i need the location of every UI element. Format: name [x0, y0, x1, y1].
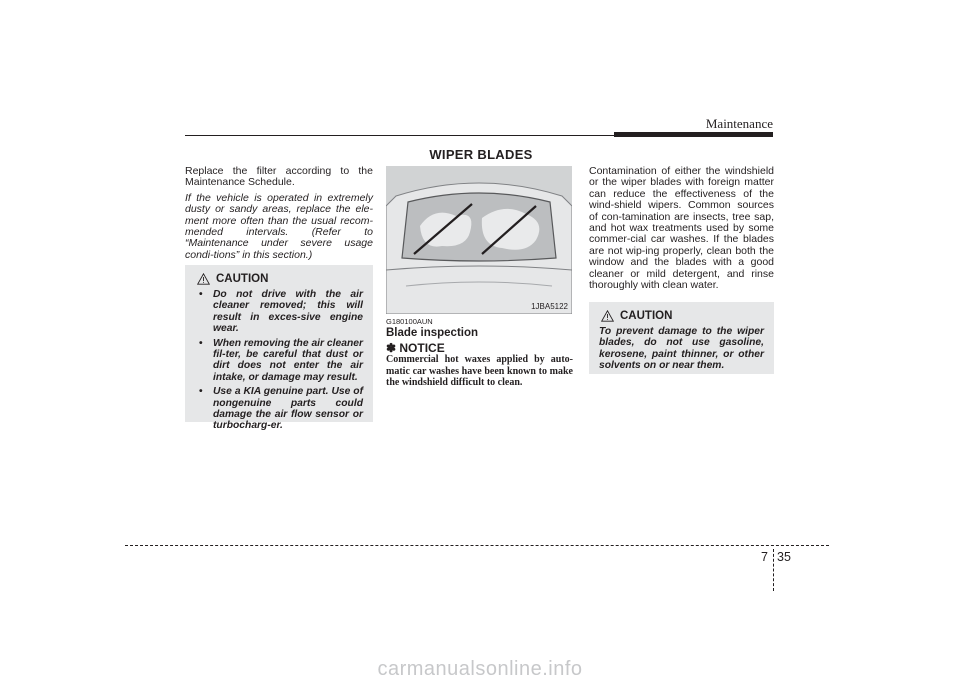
caution-heading [601, 310, 764, 322]
caution-item: • Use a KIA genuine part. Use of nongenuine parts could damage the air flow sensor or turbocharg-er. [195, 386, 363, 432]
notice-title: ✽ NOTICE [386, 341, 445, 355]
chapter-number: 7 [761, 550, 768, 564]
subsection-title: Blade inspection [386, 327, 479, 339]
section-code: G180100AUN [386, 317, 433, 326]
running-header: Maintenance [705, 116, 773, 131]
left-paragraph-1: Replace the filter according to the Maintenance Schedule. [185, 165, 373, 189]
caution-title: CAUTION [620, 310, 673, 322]
section-title: WIPER BLADES [429, 147, 533, 162]
footer-rule [125, 545, 829, 546]
watermark: carmanualsonline.info [377, 658, 583, 680]
header-bar [614, 132, 773, 137]
caution-text: To prevent damage to the wiper blades, do not use gasoline, kerosene, paint thinner, or other solvents on or near them. [599, 326, 764, 372]
right-paragraph: Contamination of either the windshield or the wiper blades with foreign matter can reduce the effectiveness of the wind-shield wipers. Common sources of con-tamination are insects, tree sap, and hot wax treatments used by some commer-cial car washes. If the blades are not wip-ing properly, clean both the window and the blades with a good cleaner or mild detergent, and rinse thoroughly with clean water. [589, 165, 774, 292]
page-number: 35 [777, 550, 791, 564]
caution-list [195, 289, 363, 432]
warning-triangle-icon [601, 310, 614, 322]
caution-box-left [185, 265, 373, 432]
caution-item: • When removing the air cleaner fil-ter, be careful that dust or dirt does not enter the air intake, or damage may result. [195, 338, 363, 384]
figure-code: 1JBA5122 [531, 302, 568, 311]
wiper-illustration [386, 166, 572, 314]
windshield-drawing [386, 166, 572, 314]
caution-title: CAUTION [216, 273, 269, 285]
page-number-separator [773, 549, 774, 591]
warning-triangle-icon [197, 273, 210, 285]
caution-heading [197, 273, 363, 285]
left-paragraph-2: If the vehicle is operated in extremely dusty or sandy areas, replace the ele-ment more often than the usual recom-mended intervals. (Refer to “Maintenance under severe usage condi-tions” in this section.) [185, 191, 373, 261]
notice-text: Commercial hot waxes applied by auto-matic car washes have been known to make the windshield difficult to clean. [386, 354, 573, 389]
left-column [185, 166, 373, 265]
caution-box-right [589, 302, 774, 374]
caution-item: • Do not drive with the air cleaner removed; this will result in exces-sive engine wear. [195, 289, 363, 335]
